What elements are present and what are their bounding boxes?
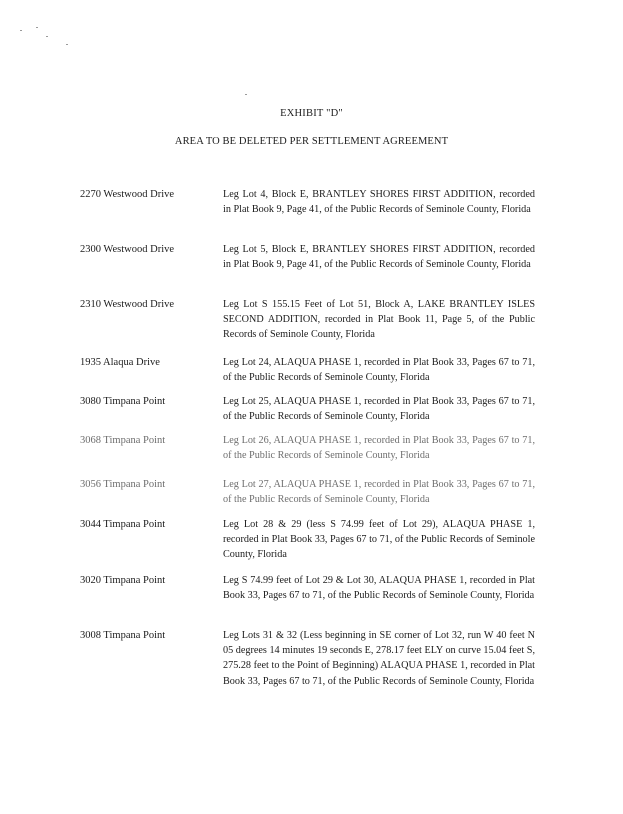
property-address: 3080 Timpana Point <box>80 396 166 407</box>
legal-description: Leg Lots 31 & 32 (Less beginning in SE corner of Lot 32, run W 40 feet N 05 degrees 14 minutes 19 seconds E, 278.17 feet ELY on curve 15.04 feet S, 275.28 feet to the Point of Beginning) ALAQUA PHASE 1, recorded in Plat Book 33, Pages 67 to 71, of the Public Records of Seminole County, Florida <box>223 630 535 687</box>
property-address: 3056 Timpana Point <box>80 479 166 490</box>
scan-speck <box>66 44 68 45</box>
legal-description: Leg Lot 4, Block E, BRANTLEY SHORES FIRST ADDITION, recorded in Plat Book 9, Page 41, of the Public Records of Seminole County, Florida <box>223 189 535 216</box>
exhibit-subtitle: AREA TO BE DELETED PER SETTLEMENT AGREEMENT <box>174 136 449 147</box>
legal-description: Leg Lot 5, Block E, BRANTLEY SHORES FIRST ADDITION, recorded in Plat Book 9, Page 41, of the Public Records of Seminole County, Florida <box>223 244 535 271</box>
property-address: 3044 Timpana Point <box>80 519 166 530</box>
legal-description: Leg Lot 25, ALAQUA PHASE 1, recorded in Plat Book 33, Pages 67 to 71, of the Public Records of Seminole County, Florida <box>223 396 535 423</box>
scan-speck <box>245 94 247 95</box>
scan-speck <box>46 36 48 37</box>
property-address: 2310 Westwood Drive <box>80 299 175 310</box>
legal-description: Leg Lot 28 & 29 (less S 74.99 feet of Lot 29), ALAQUA PHASE 1, recorded in Plat Book 33, Pages 67 to 71, of the Public Records of Seminole County, Florida <box>223 519 535 561</box>
legal-description: Leg Lot 27, ALAQUA PHASE 1, recorded in Plat Book 33, Pages 67 to 71, of the Public Records of Seminole County, Florida <box>223 479 535 506</box>
property-address: 3020 Timpana Point <box>80 575 166 586</box>
legal-description: Leg Lot S 155.15 Feet of Lot 51, Block A, LAKE BRANTLEY ISLES SECOND ADDITION, recorded in Plat Book 11, Page 5, of the Public Records of Seminole County, Florida <box>223 299 535 341</box>
property-address: 1935 Alaqua Drive <box>80 357 160 368</box>
legal-description: Leg Lot 24, ALAQUA PHASE 1, recorded in Plat Book 33, Pages 67 to 71, of the Public Records of Seminole County, Florida <box>223 357 535 384</box>
legal-description: Leg S 74.99 feet of Lot 29 & Lot 30, ALAQUA PHASE 1, recorded in Plat Book 33, Pages 67 to 71, of the Public Records of Seminole County, Florida <box>223 575 535 602</box>
scan-speck <box>20 30 22 31</box>
property-address: 3008 Timpana Point <box>80 630 166 641</box>
property-address: 2300 Westwood Drive <box>80 244 175 255</box>
property-address: 3068 Timpana Point <box>80 435 166 446</box>
legal-description: Leg Lot 26, ALAQUA PHASE 1, recorded in Plat Book 33, Pages 67 to 71, of the Public Records of Seminole County, Florida <box>223 435 535 462</box>
exhibit-title: EXHIBIT "D" <box>280 108 343 119</box>
property-address: 2270 Westwood Drive <box>80 189 175 200</box>
scan-speck <box>36 27 38 28</box>
